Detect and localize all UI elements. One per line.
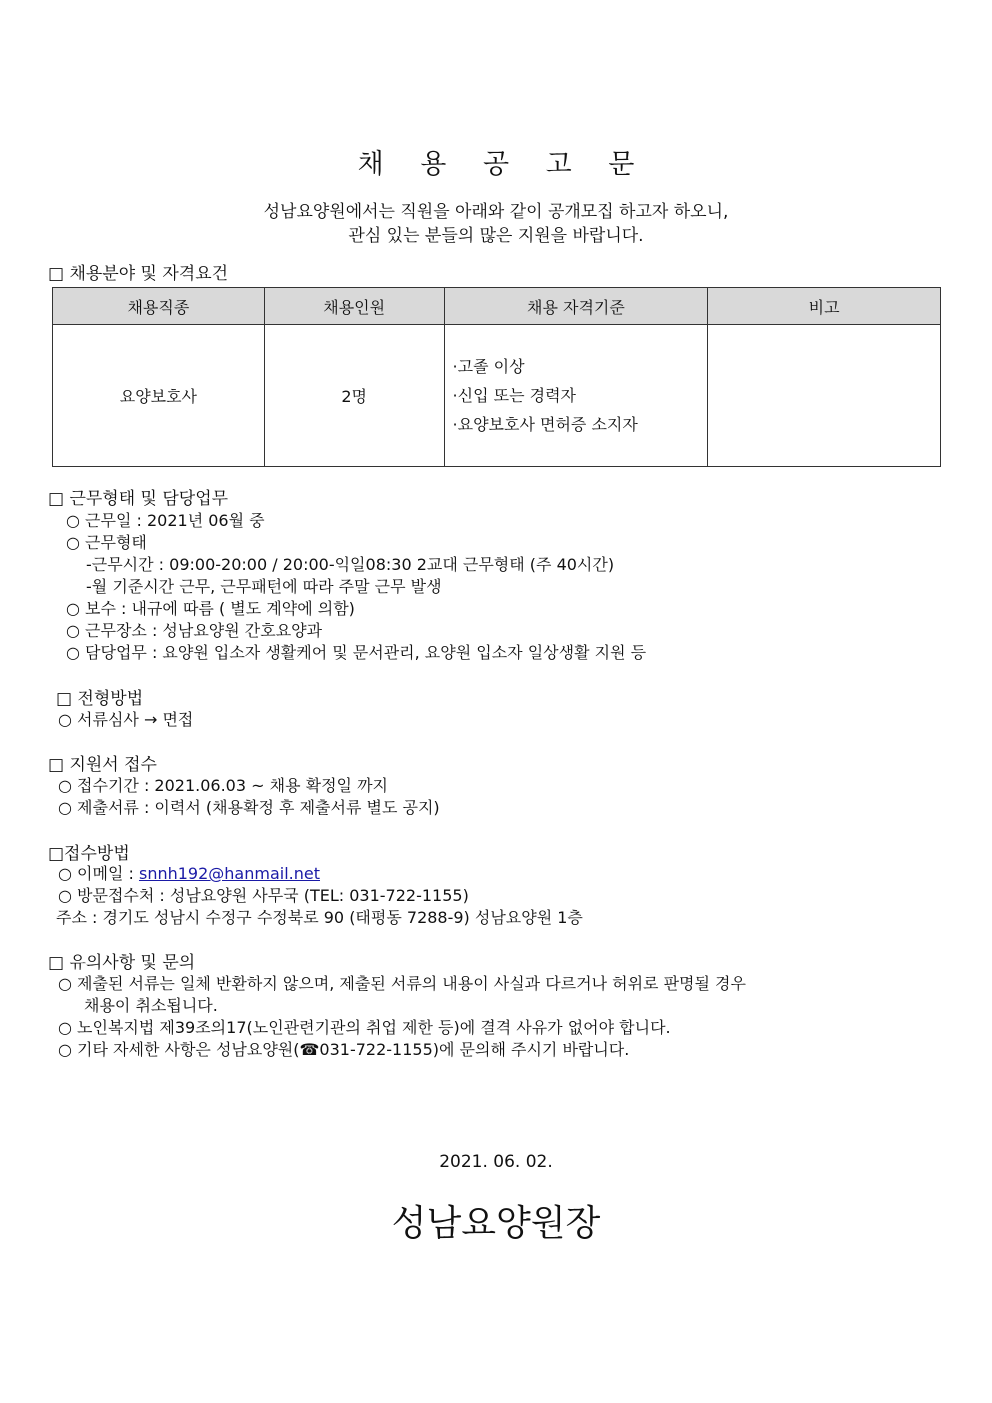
- work-line: ○ 근무형태: [66, 533, 147, 552]
- application-line: ○ 제출서류 : 이력서 (채용확정 후 제출서류 별도 공지): [58, 798, 440, 817]
- section-selection-heading: □ 전형방법: [56, 689, 144, 709]
- email-line: [58, 861, 320, 884]
- work-line: ○ 근무장소 : 성남요양원 간호요양과: [66, 621, 323, 640]
- header-headcount: 채용인원: [264, 288, 444, 325]
- work-line: ○ 담당업무 : 요양원 입소자 생활케어 및 문서관리, 요양원 입소자 일상생활 지원 등: [66, 643, 647, 662]
- signer-name: 성남요양원장: [391, 1203, 601, 1244]
- table-header-row: [53, 288, 941, 325]
- work-line: ○ 근무일 : 2021년 06월 중: [66, 511, 265, 530]
- cell-job-type: 요양보호사: [53, 325, 265, 467]
- selection-line: ○ 서류심사 → 면접: [58, 710, 194, 729]
- cell-headcount: 2명: [264, 325, 444, 467]
- qualification-item: ·요양보호사 면허증 소지자: [452, 415, 638, 434]
- section-recruitment-heading: □ 채용분야 및 자격요건: [48, 264, 229, 284]
- email-label: ○ 이메일 :: [58, 864, 139, 883]
- notice-line: ○ 제출된 서류는 일체 반환하지 않으며, 제출된 서류의 내용이 사실과 다르거나 허위로 판명될 경우: [58, 974, 746, 993]
- work-line: -월 기준시간 근무, 근무패턴에 따라 주말 근무 발생: [86, 577, 442, 596]
- issue-date: 2021. 06. 02.: [439, 1152, 553, 1172]
- submission-line: ○ 방문접수처 : 성남요양원 사무국 (TEL: 031-722-1155): [58, 886, 469, 905]
- notice-line: ○ 노인복지법 제39조의17(노인관련기관의 취업 제한 등)에 결격 사유가 없어야 합니다.: [58, 1018, 671, 1037]
- work-line: -근무시간 : 09:00-20:00 / 20:00-익일08:30 2교대 근무형태 (주 40시간): [86, 555, 615, 574]
- section-notice-heading: □ 유의사항 및 문의: [48, 953, 196, 973]
- header-note: 비고: [708, 288, 941, 325]
- application-line: ○ 접수기간 : 2021.06.03 ~ 채용 확정일 까지: [58, 776, 388, 795]
- qualification-item: ·신입 또는 경력자: [452, 386, 576, 405]
- qualification-item: ·고졸 이상: [452, 357, 525, 376]
- header-job-type: 채용직종: [53, 288, 265, 325]
- notice-line: 채용이 취소됩니다.: [84, 996, 218, 1015]
- section-work-heading: □ 근무형태 및 담당업무: [48, 489, 229, 509]
- email-link[interactable]: snnh192@hanmail.net: [138, 864, 320, 883]
- header-qualifications: 채용 자격기준: [444, 288, 708, 325]
- table-row: [53, 325, 941, 467]
- cell-qualifications: [444, 325, 708, 467]
- notice-line: ○ 기타 자세한 사항은 성남요양원(☎031-722-1155)에 문의해 주시기 바랍니다.: [58, 1040, 630, 1059]
- recruitment-table: [52, 287, 941, 467]
- document-title: 채 용 공 고 문: [357, 149, 649, 180]
- section-submission-heading: □접수방법: [48, 844, 130, 864]
- intro-line-1: 성남요양원에서는 직원을 아래와 같이 공개모집 하고자 하오니,: [263, 202, 729, 222]
- address-line: 주소 : 경기도 성남시 수정구 수정북로 90 (태평동 7288-9) 성남요양원 1층: [56, 908, 583, 927]
- intro-line-2: 관심 있는 분들의 많은 지원을 바랍니다.: [348, 226, 644, 246]
- section-application-heading: □ 지원서 접수: [48, 755, 157, 775]
- cell-note: [708, 325, 941, 467]
- work-line: ○ 보수 : 내규에 따름 ( 별도 계약에 의함): [66, 599, 355, 618]
